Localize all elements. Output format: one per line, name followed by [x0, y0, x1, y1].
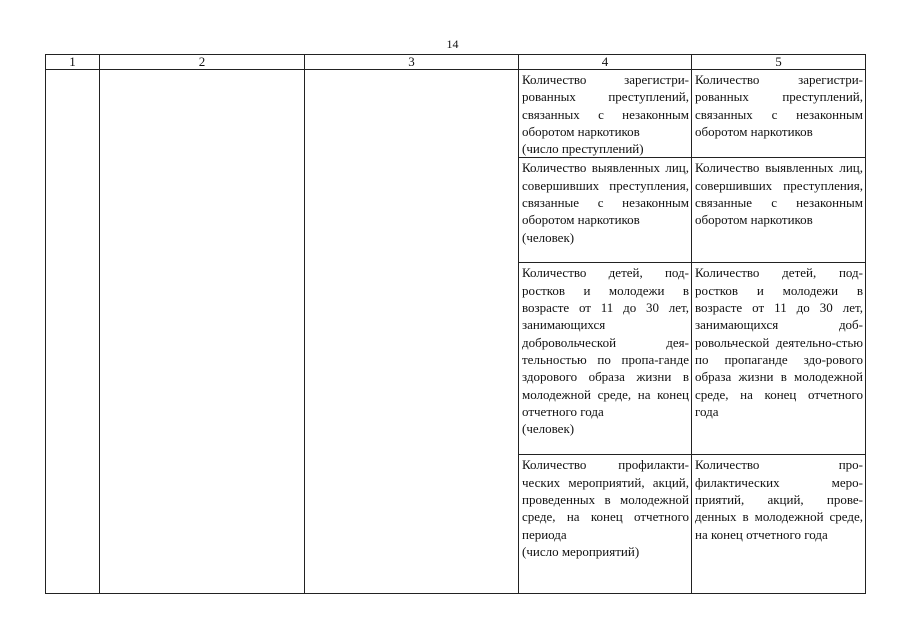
column-header-4: 4	[519, 55, 692, 70]
indicator-cell	[692, 263, 866, 455]
cell-col3	[305, 70, 519, 594]
indicator-text: Количество зарегистри-рованных преступлений, связанных с незаконным оборотом наркотиков	[695, 72, 863, 139]
indicator-unit: (человек)	[522, 229, 575, 245]
indicator-text: Количество про-филактических меро-приятий, акций, прове-денных в молодежной среде, на конец отчетного года	[695, 457, 863, 542]
column-header-1: 1	[46, 55, 100, 70]
table-row	[46, 70, 866, 158]
header-row	[46, 55, 866, 70]
indicator-cell	[519, 158, 692, 263]
indicator-text: Количество детей, под-ростков и молодежи в возрасте от 11 до 30 лет, занимающихся добровольческой дея-тельностью по пропа-ганде здорового образа жизни в молодежной среде, на конец отчетного года	[522, 265, 689, 419]
page-number: 14	[446, 37, 459, 51]
indicator-cell	[519, 263, 692, 455]
indicator-text: Количество зарегистри-рованных преступлений, связанных с незаконным оборотом наркотиков	[522, 72, 689, 139]
indicator-unit: (человек)	[522, 421, 575, 437]
column-header-2: 2	[100, 55, 305, 70]
indicator-text: Количество выявленных лиц, совершивших преступления, связанные с незаконным оборотом наркотиков	[695, 160, 863, 228]
indicator-text: Количество профилакти-ческих мероприятий, акций, проведенных в молодежной среде, на конец отчетного периода	[522, 457, 689, 542]
indicator-cell	[692, 158, 866, 263]
cell-col1	[46, 70, 100, 594]
indicator-text: Количество выявленных лиц, совершивших преступления, связанные с незаконным оборотом наркотиков	[522, 160, 689, 228]
indicator-cell	[692, 455, 866, 594]
indicators-table	[45, 54, 866, 594]
indicator-unit: (число мероприятий)	[522, 543, 640, 559]
indicator-text: Количество детей, под-ростков и молодежи в возрасте от 11 до 30 лет, занимающихся доб-ровольческой деятельно-стью по пропаганде здо-рового образа жизни в молодежной среде, на конец отчетного года	[695, 265, 863, 419]
indicator-cell	[519, 455, 692, 594]
column-header-5: 5	[692, 55, 866, 70]
column-header-3: 3	[305, 55, 519, 70]
indicator-cell	[692, 70, 866, 158]
indicator-cell	[519, 70, 692, 158]
cell-col2	[100, 70, 305, 594]
indicator-unit: (число преступлений)	[522, 141, 644, 157]
